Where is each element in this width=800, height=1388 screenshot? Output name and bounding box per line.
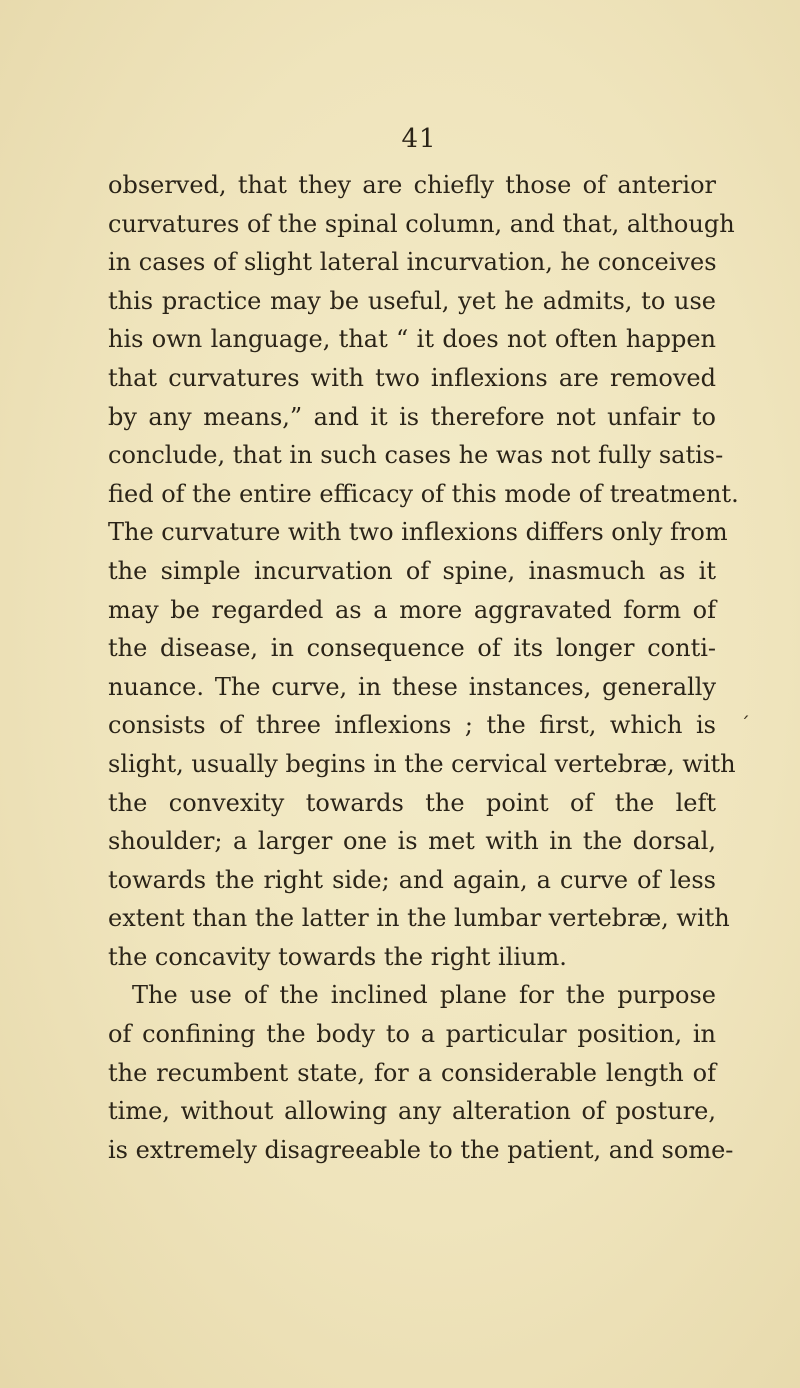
text-line: the concavity towards the right ilium. (108, 942, 567, 971)
text-line: shoulder; a larger one is met with in the dorsal, (108, 827, 716, 856)
text-line: curvatures of the spinal column, and that, although (108, 209, 735, 238)
text-line: The curvature with two inflexions differs only from (108, 518, 728, 547)
text-line: fied of the entire efficacy of this mode of treatment. (108, 479, 739, 508)
text-line: time, without allowing any alteration of posture, (108, 1097, 716, 1126)
text-line: by any means,” and it is therefore not unfair to (108, 402, 716, 431)
text-line: in cases of slight lateral incurvation, he conceives (108, 248, 717, 277)
text-line: the simple incurvation of spine, inasmuch as it (108, 556, 716, 585)
text-line: conclude, that in such cases he was not fully satis- (108, 441, 724, 470)
page-number: 41 (401, 124, 437, 154)
text-line: observed, that they are chiefly those of anterior (108, 171, 716, 199)
text-line: the disease, in consequence of its longer conti- (108, 634, 716, 663)
text-line: is extremely disagreeable to the patient, and some- (108, 1135, 734, 1164)
text-line: the convexity towards the point of the left (108, 788, 716, 817)
text-line: of confining the body to a particular position, in (108, 1020, 716, 1049)
text-line: slight, usually begins in the cervical vertebræ, with (108, 749, 736, 778)
text-line: his own language, that “ it does not often happen (108, 325, 716, 354)
text-line: this practice may be useful, yet he admits, to use (108, 286, 716, 315)
text-line: The use of the inclined plane for the purpose (132, 981, 716, 1010)
text-line: that curvatures with two inflexions are removed (108, 363, 716, 392)
text-line: consists of three inflexions ; the first, which is (108, 711, 716, 740)
body-text (108, 166, 739, 1169)
margin-mark: ´ (740, 712, 750, 736)
text-line: may be regarded as a more aggravated form of (108, 595, 716, 624)
text-line: nuance. The curve, in these instances, generally (108, 672, 716, 701)
text-line: extent than the latter in the lumbar vertebræ, with (108, 904, 730, 933)
text-line: towards the right side; and again, a curve of less (108, 865, 716, 894)
text-line: the recumbent state, for a considerable length of (108, 1058, 716, 1087)
